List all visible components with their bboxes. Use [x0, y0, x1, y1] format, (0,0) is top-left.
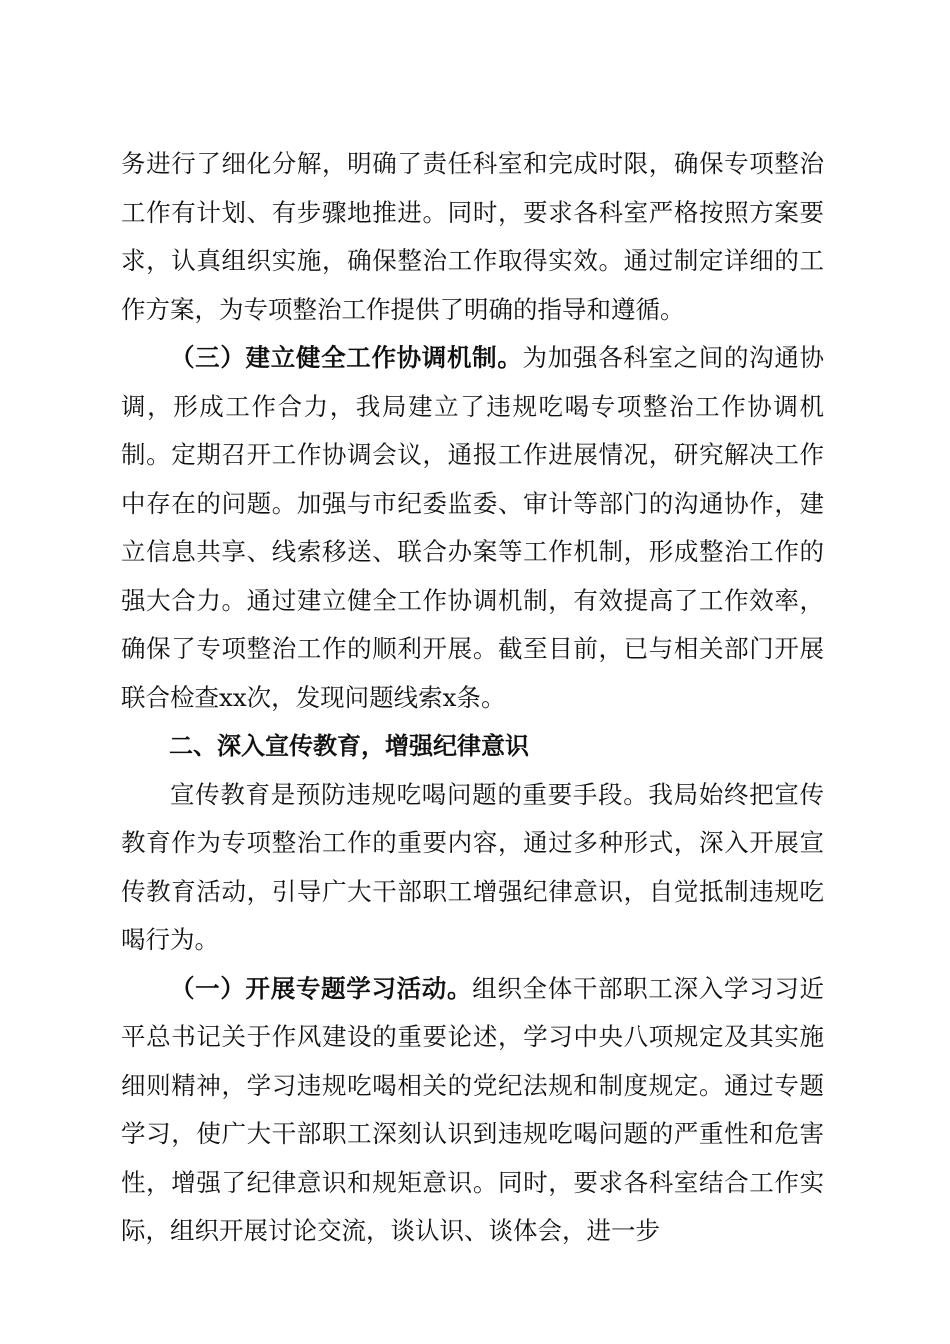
paragraph-continuation — [121, 140, 824, 334]
section-heading: 二、深入宣传教育，增强纪律意识 — [169, 732, 529, 760]
document-body — [121, 140, 824, 1256]
paragraph-thematic-study — [121, 965, 824, 1256]
paragraph-lead: （一）开展专题学习活动。 — [170, 973, 473, 1003]
paragraph-coordination-mechanism — [121, 334, 824, 722]
paragraph-publicity-intro — [121, 771, 824, 965]
paragraph-text: 为加强各科室之间的沟通协调，形成工作合力，我局建立了违规吃喝专项整治工作协调机制。定期召开工作协调会议，通报工作进展情况，研究解决工作中存在的问题。加强与市纪委监委、审计等部门的沟通协作，建立信息共享、线索移送、联合办案等工作机制，形成整治工作的强大合力。通过建立健全工作协调机制，有效提高了工作效率，确保了专项整治工作的顺利开展。截至目前，已与相关部门开展联合检查xx次，发现问题线索x条。 — [121, 343, 825, 712]
paragraph-text: 组织全体干部职工深入学习习近平总书记关于作风建设的重要论述，学习中央八项规定及其实施细则精神，学习违规吃喝相关的党纪法规和制度规定。通过专题学习，使广大干部职工深刻认识到违规吃喝问题的严重性和危害性，增强了纪律意识和规矩意识。同时，要求各科室结合工作实际，组织开展讨论交流，谈认识、谈体会，进一步 — [121, 973, 825, 1245]
paragraph-text: 务进行了细化分解，明确了责任科室和完成时限，确保专项整治工作有计划、有步骤地推进。同时，要求各科室严格按照方案要求，认真组织实施，确保整治工作取得实效。通过制定详细的工作方案，为专项整治工作提供了明确的指导和遵循。 — [121, 149, 824, 324]
paragraph-lead: （三）建立健全工作协调机制。 — [170, 343, 523, 372]
paragraph-text: 宣传教育是预防违规吃喝问题的重要手段。我局始终把宣传教育作为专项整治工作的重要内容，通过多种形式，深入开展宣传教育活动，引导广大干部职工增强纪律意识，自觉抵制违规吃喝行为。 — [121, 779, 824, 954]
